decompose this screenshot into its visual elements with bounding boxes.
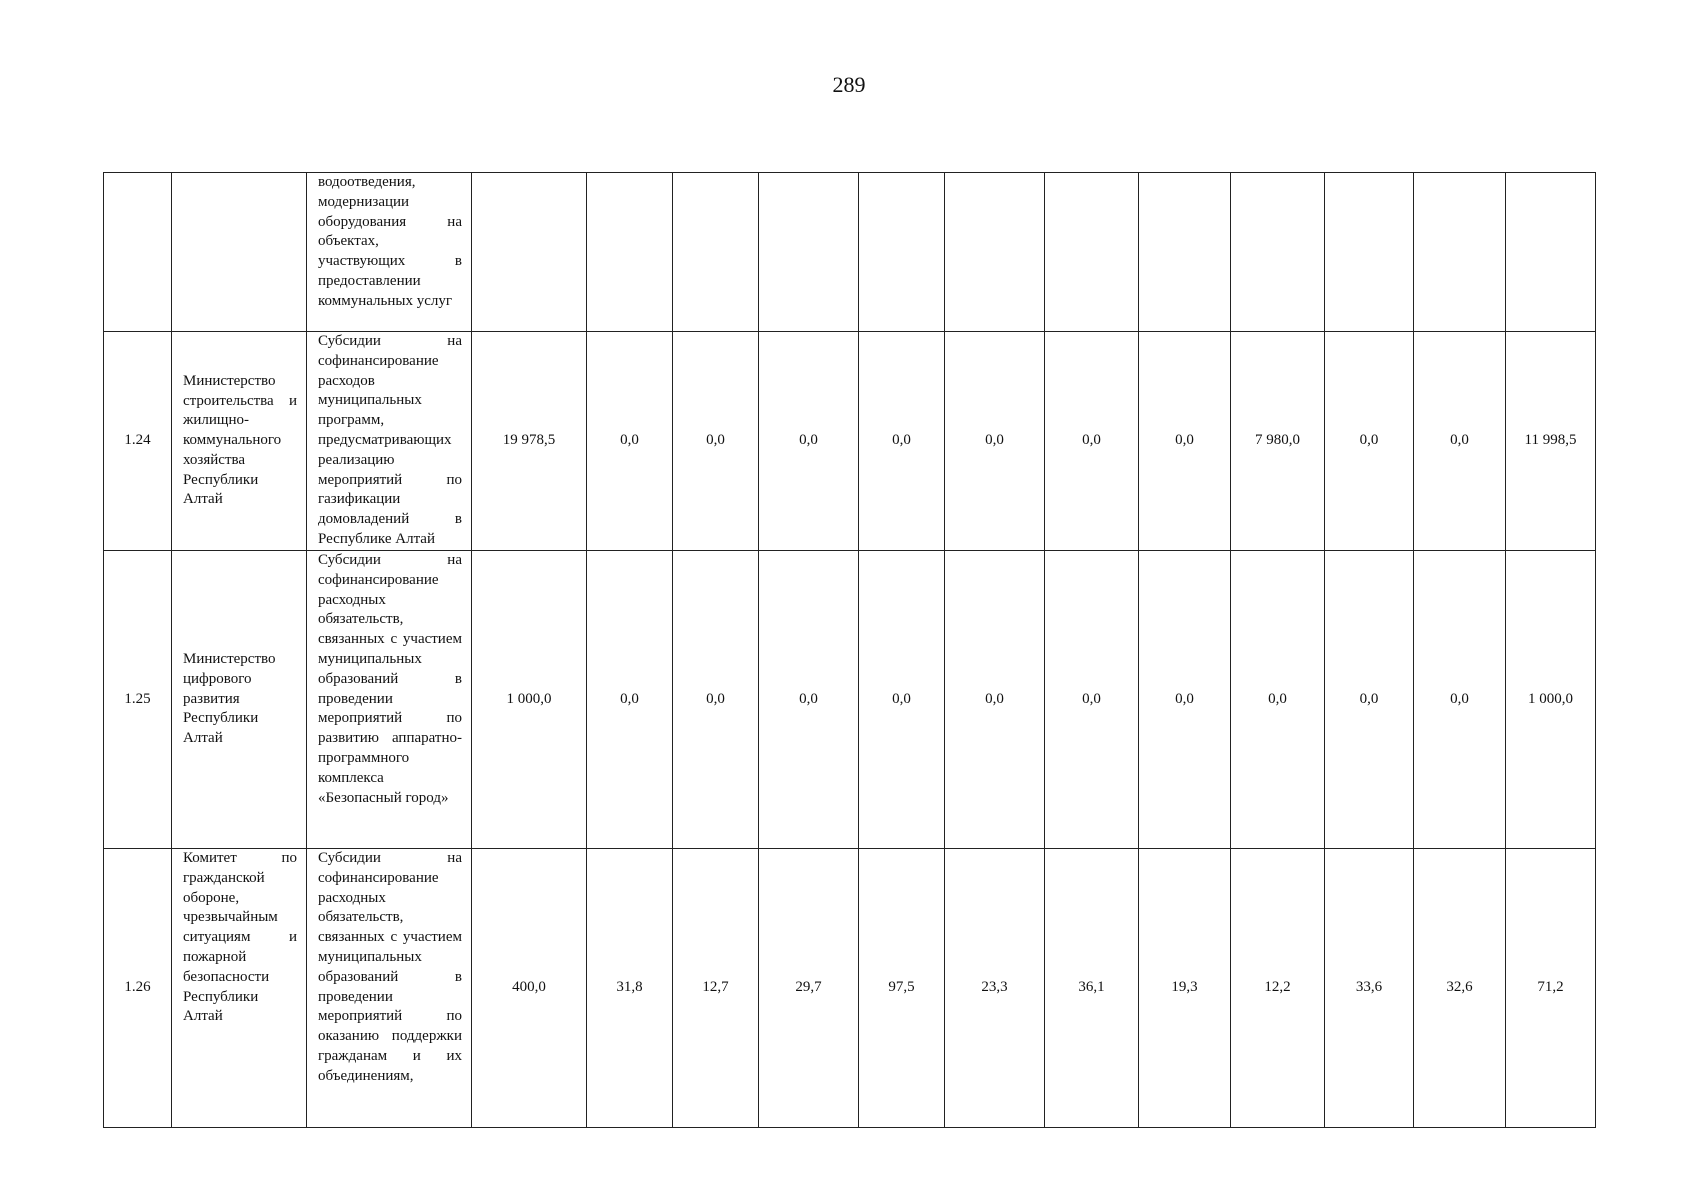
agency-cell: Комитет по гражданской обороне, чрезвычайным ситуациям и пожарной безопасности Республики Алтай bbox=[172, 849, 307, 1128]
amount-cell: 29,7 bbox=[759, 849, 859, 1128]
amount-cell: 23,3 bbox=[945, 849, 1045, 1128]
description-cell bbox=[307, 849, 472, 1128]
amount-cell bbox=[945, 173, 1045, 332]
amount-cell bbox=[1231, 173, 1325, 332]
amount-cell bbox=[1139, 173, 1231, 332]
budget-table bbox=[103, 172, 1596, 1128]
description-cell bbox=[307, 551, 472, 849]
page-number: 289 bbox=[832, 72, 866, 97]
row-index-cell bbox=[104, 173, 172, 332]
amount-cell: 0,0 bbox=[673, 332, 759, 551]
amount-cell: 11 998,5 bbox=[1506, 332, 1596, 551]
amount-cell: 400,0 bbox=[472, 849, 587, 1128]
amount-cell: 0,0 bbox=[1139, 551, 1231, 849]
amount-cell bbox=[1325, 173, 1414, 332]
amount-cell: 0,0 bbox=[1139, 332, 1231, 551]
amount-cell: 0,0 bbox=[587, 551, 673, 849]
amount-cell: 19,3 bbox=[1139, 849, 1231, 1128]
amount-cell: 0,0 bbox=[587, 332, 673, 551]
amount-cell bbox=[673, 173, 759, 332]
amount-cell: 1 000,0 bbox=[472, 551, 587, 849]
amount-cell: 0,0 bbox=[859, 332, 945, 551]
amount-cell: 33,6 bbox=[1325, 849, 1414, 1128]
amount-cell: 36,1 bbox=[1045, 849, 1139, 1128]
table-row bbox=[104, 332, 1596, 551]
description-text: Субсидии на софинансирование расходов муниципальных программ, предусматривающих реализацию мероприятий по газификации домовладений в Республике Алтай bbox=[318, 333, 462, 547]
amount-cell: 0,0 bbox=[759, 332, 859, 551]
amount-cell: 0,0 bbox=[1325, 551, 1414, 849]
amount-cell: 0,0 bbox=[1325, 332, 1414, 551]
amount-cell bbox=[587, 173, 673, 332]
amount-cell: 19 978,5 bbox=[472, 332, 587, 551]
description-text: Субсидии на софинансирование расходных обязательств, связанных с участием муниципальных образований в проведении мероприятий по оказанию поддержки гражданам и их объединениям, bbox=[318, 850, 462, 1084]
amount-cell: 0,0 bbox=[673, 551, 759, 849]
agency-cell: Министерство строительства и жилищно-коммунального хозяйства Республики Алтай bbox=[172, 332, 307, 551]
table-row bbox=[104, 173, 1596, 332]
amount-cell bbox=[859, 173, 945, 332]
amount-cell: 12,7 bbox=[673, 849, 759, 1128]
amount-cell bbox=[1506, 173, 1596, 332]
amount-cell: 0,0 bbox=[1414, 551, 1506, 849]
row-index-cell: 1.25 bbox=[104, 551, 172, 849]
amount-cell: 71,2 bbox=[1506, 849, 1596, 1128]
amount-cell: 1 000,0 bbox=[1506, 551, 1596, 849]
description-cell bbox=[307, 173, 472, 332]
agency-cell bbox=[172, 173, 307, 332]
row-index-cell: 1.24 bbox=[104, 332, 172, 551]
description-cell bbox=[307, 332, 472, 551]
description-text: Субсидии на софинансирование расходных обязательств, связанных с участием муниципальных образований в проведении мероприятий по развитию аппаратно-программного комплекса «Безопасный город» bbox=[318, 552, 462, 806]
amount-cell bbox=[1414, 173, 1506, 332]
amount-cell: 0,0 bbox=[1231, 551, 1325, 849]
amount-cell bbox=[1045, 173, 1139, 332]
table-row bbox=[104, 849, 1596, 1128]
amount-cell: 97,5 bbox=[859, 849, 945, 1128]
amount-cell: 0,0 bbox=[1045, 551, 1139, 849]
amount-cell: 0,0 bbox=[1414, 332, 1506, 551]
amount-cell bbox=[759, 173, 859, 332]
description-text: водоотведения, модернизации оборудования на объектах, участвующих в предоставлении коммунальных услуг bbox=[318, 174, 462, 309]
agency-cell: Министерство цифрового развития Республики Алтай bbox=[172, 551, 307, 849]
table-row bbox=[104, 551, 1596, 849]
amount-cell bbox=[472, 173, 587, 332]
amount-cell: 32,6 bbox=[1414, 849, 1506, 1128]
row-index-cell: 1.26 bbox=[104, 849, 172, 1128]
amount-cell: 0,0 bbox=[759, 551, 859, 849]
amount-cell: 0,0 bbox=[945, 551, 1045, 849]
amount-cell: 31,8 bbox=[587, 849, 673, 1128]
amount-cell: 12,2 bbox=[1231, 849, 1325, 1128]
amount-cell: 0,0 bbox=[1045, 332, 1139, 551]
amount-cell: 0,0 bbox=[859, 551, 945, 849]
table-body bbox=[104, 173, 1596, 1128]
amount-cell: 7 980,0 bbox=[1231, 332, 1325, 551]
amount-cell: 0,0 bbox=[945, 332, 1045, 551]
